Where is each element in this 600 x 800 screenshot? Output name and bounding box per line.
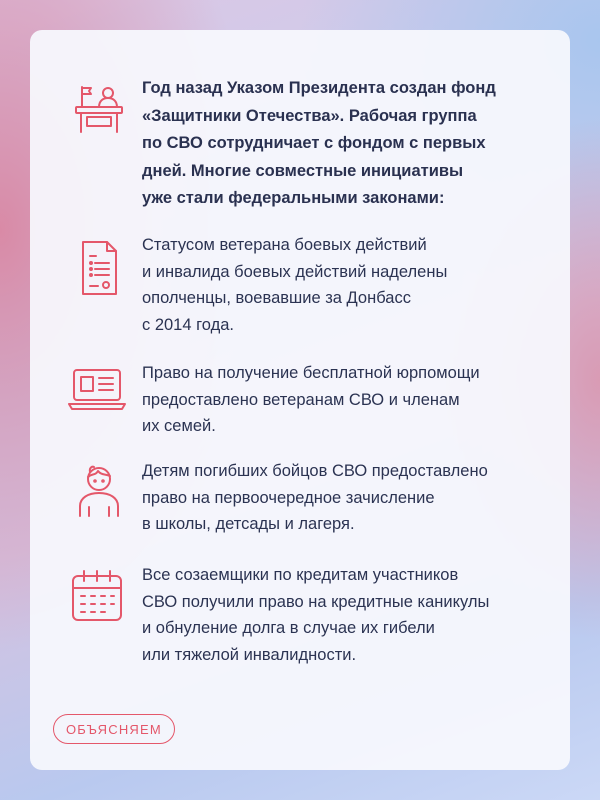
info-card bbox=[30, 30, 570, 770]
desk-meeting-icon bbox=[70, 82, 128, 138]
explain-badge[interactable]: ОБЪЯСНЯЕМ bbox=[53, 714, 175, 744]
laptop-icon bbox=[68, 360, 126, 416]
item-text-credit-holidays: Все созаемщики по кредитам участников СВО получили право на кредитные каникулы и обнуление долга в случае их гибели или тяжелой инвалидности. bbox=[142, 566, 490, 664]
item-text-legal-aid: Право на получение бесплатной юрпомощи предоставлено ветеранам СВО и членам их семей. bbox=[142, 364, 480, 435]
document-icon bbox=[70, 240, 128, 296]
item-text-veterans-status: Статусом ветерана боевых действий и инвалида боевых действий наделены ополченцы, воевавшие за Донбасс с 2014 года. bbox=[142, 236, 448, 334]
child-icon bbox=[70, 462, 128, 518]
calendar-icon bbox=[68, 568, 126, 624]
intro-text: Год назад Указом Президента создан фонд «Защитники Отечества». Рабочая группа по СВО сотрудничает с фондом с первых дней. Многие совместные инициативы уже стали федеральными законами: bbox=[142, 79, 496, 207]
item-text-children-enrollment: Детям погибших бойцов СВО предоставлено право на первоочередное зачисление в школы, детсады и лагеря. bbox=[142, 462, 488, 533]
